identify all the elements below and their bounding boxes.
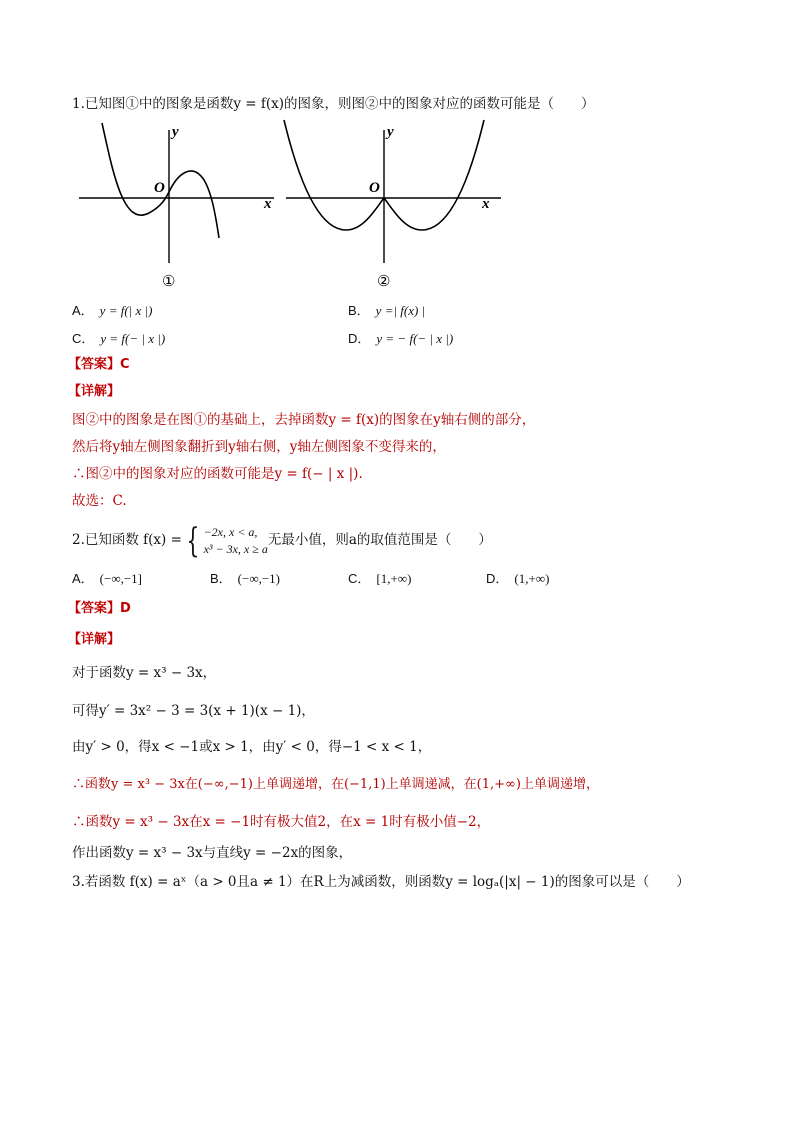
option-label: B． (348, 303, 370, 318)
q2-detail-line-5: ∴函数y = x³ − 3x在x = −1时有极大值2，在x = 1时有极小值−2， (72, 814, 491, 830)
origin-label: O (369, 180, 380, 196)
option-label: C． (72, 331, 95, 346)
q1-stem: 1.已知图①中的图象是函数y = f(x)的图象，则图②中的图象对应的函数可能是（ ） (72, 96, 595, 112)
option-label: C． (348, 571, 371, 586)
y-label: y (172, 124, 179, 140)
q1-choice-line: 故选：C. (72, 493, 127, 509)
case-1: −2x, x < a, (203, 525, 258, 539)
option-label: A． (72, 303, 94, 318)
curve-right (384, 120, 484, 230)
q3-stem: 3.若函数 f(x) = aˣ（a > 0且a ≠ 1）在R上为减函数，则函数y = logₐ(|x| − 1)的图象可以是（ ） (72, 874, 690, 890)
y-label: y (387, 124, 394, 140)
brace-icon: { (186, 521, 200, 561)
q2-option-a[interactable] (72, 568, 142, 587)
option-text: (−∞,−1) (237, 571, 281, 586)
option-text: y =| f(x) | (375, 303, 426, 318)
q1-answer-tag: 【答案】C (68, 357, 130, 372)
q2-detail-tag: 【详解】 (68, 632, 121, 647)
option-label: D． (348, 331, 371, 346)
option-label: D． (486, 571, 509, 586)
option-text: y = − f(− | x |) (376, 331, 454, 346)
origin-label: O (154, 180, 165, 196)
q1-graph-1 (74, 118, 294, 288)
q1-option-b[interactable] (348, 300, 425, 319)
q2-stem-pre: 2.已知函数 f(x) = (72, 532, 182, 548)
q1-detail-tag: 【详解】 (68, 384, 121, 399)
q2-stem-post: 无最小值，则a的取值范围是（ ） (267, 532, 492, 548)
option-text: y = f(| x |) (99, 303, 153, 318)
graph-caption: ① (162, 274, 176, 288)
q2-detail-line-3: 由y′ > 0，得x < −1或x > 1，由y′ < 0，得−1 < x < 1， (72, 739, 432, 755)
piecewise-cases (182, 523, 268, 559)
option-label: A． (72, 571, 94, 586)
q1-option-c[interactable] (72, 328, 165, 347)
q1-detail-line-1: 图②中的图象是在图①的基础上，去掉函数y = f(x)的图象在y轴右侧的部分， (72, 412, 536, 428)
x-label: x (482, 196, 490, 212)
q2-option-b[interactable] (210, 568, 280, 587)
q1-option-a[interactable] (72, 300, 152, 319)
option-text: y = f(− | x |) (100, 331, 166, 346)
q2-answer-tag: 【答案】D (68, 601, 131, 616)
q2-option-d[interactable] (486, 568, 549, 587)
q2-detail-line-4: ∴函数y = x³ − 3x在(−∞,−1)上单调递增，在(−1,1)上单调递减，在(1,+∞)上单调递增， (72, 777, 599, 792)
case-2: x³ − 3x, x ≥ a (203, 542, 268, 556)
option-label: B． (210, 571, 232, 586)
q2-stem (72, 522, 492, 559)
q1-detail-line-3: ∴图②中的图象对应的函数可能是y = f(− | x |). (72, 466, 363, 482)
q2-option-c[interactable] (348, 568, 411, 587)
q2-detail-line-6: 作出函数y = x³ − 3x与直线y = −2x的图象， (72, 845, 353, 861)
x-label: x (264, 196, 272, 212)
option-text: (1,+∞) (514, 571, 550, 586)
q1-detail-line-2: 然后将y轴左侧图象翻折到y轴右侧，y轴左侧图象不变得来的， (72, 439, 446, 455)
q2-detail-line-1: 对于函数y = x³ − 3x， (72, 665, 217, 681)
curve-left (284, 120, 384, 230)
q1-option-d[interactable] (348, 328, 453, 347)
option-text: (−∞,−1] (99, 571, 143, 586)
option-text: [1,+∞) (376, 571, 412, 586)
graph-caption: ② (377, 274, 391, 288)
q2-detail-line-2: 可得y′ = 3x² − 3 = 3(x + 1)(x − 1)， (72, 703, 315, 719)
q1-graph-2 (276, 118, 516, 288)
